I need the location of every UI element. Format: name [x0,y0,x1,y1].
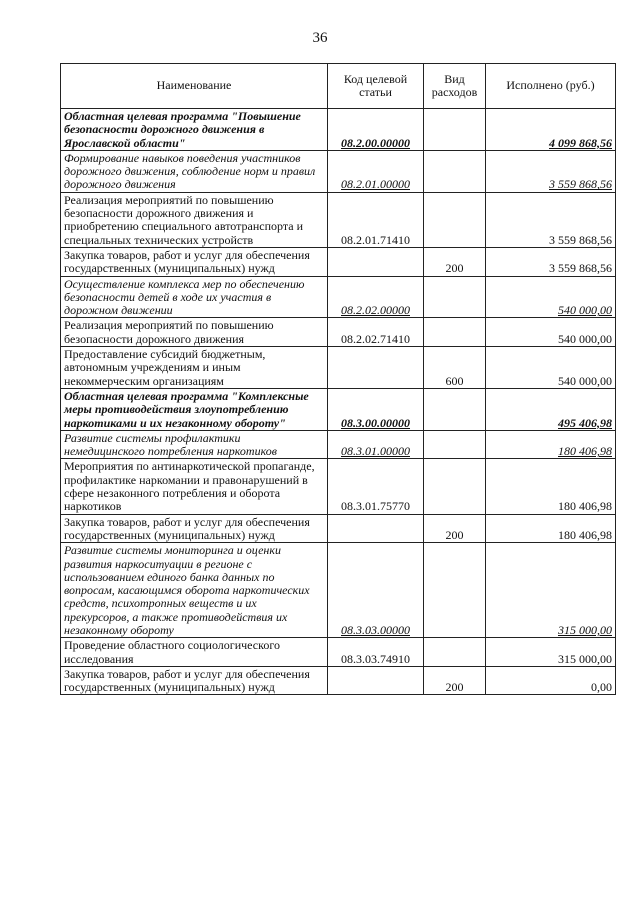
table-row [61,543,616,638]
row-name: Развитие системы мониторинга и оценки развития наркоситуации в регионе с использованием единого банка данных по вопросам, касающимся оборота наркотических средств, психотропных веществ и их прекурсоров, а также противодействия их незаконному обороту [61,543,328,638]
row-sum: 180 406,98 [486,430,616,459]
row-name: Реализация мероприятий по повышению безопасности дорожного движения и приобретению специального автотранспорта и специальных технических устройств [61,192,328,247]
row-code [328,514,424,543]
row-sum: 540 000,00 [486,276,616,318]
table-header-row [61,64,616,109]
row-code: 08.3.03.00000 [328,543,424,638]
header-sum: Исполнено (руб.) [486,64,616,109]
row-type [424,109,486,151]
row-name: Закупка товаров, работ и услуг для обеспечения государственных (муниципальных) нужд [61,247,328,276]
table-row [61,150,616,192]
table-row [61,247,616,276]
row-name: Осуществление комплекса мер по обеспечению безопасности детей в ходе их участия в дорожном движении [61,276,328,318]
table-row [61,276,616,318]
row-name: Областная целевая программа "Повышение безопасности дорожного движения в Ярославской области" [61,109,328,151]
table-row [61,318,616,347]
header-code: Код целевой статьи [328,64,424,109]
row-sum: 4 099 868,56 [486,109,616,151]
page-number: 36 [312,30,328,46]
row-sum: 540 000,00 [486,318,616,347]
row-name: Мероприятия по антинаркотической пропаганде, профилактике наркомании и правонарушений в сфере незаконного потребления и оборота наркотиков [61,459,328,514]
row-code: 08.2.00.00000 [328,109,424,151]
row-sum: 3 559 868,56 [486,192,616,247]
row-type [424,276,486,318]
row-type [424,543,486,638]
row-code: 08.2.02.71410 [328,318,424,347]
table-row [61,514,616,543]
row-sum: 3 559 868,56 [486,150,616,192]
row-name: Проведение областного социологического исследования [61,638,328,667]
row-type: 200 [424,247,486,276]
row-name: Развитие системы профилактики немедицинского потребления наркотиков [61,430,328,459]
row-sum: 315 000,00 [486,543,616,638]
row-code: 08.2.01.71410 [328,192,424,247]
row-code: 08.3.01.75770 [328,459,424,514]
table-row [61,666,616,695]
row-sum: 495 406,98 [486,388,616,430]
table-row [61,638,616,667]
row-type [424,318,486,347]
table-row [61,192,616,247]
row-name: Закупка товаров, работ и услуг для обеспечения государственных (муниципальных) нужд [61,514,328,543]
row-name: Областная целевая программа "Комплексные меры противодействия злоупотреблению наркотиками и их незаконному обороту" [61,388,328,430]
row-sum: 0,00 [486,666,616,695]
row-sum: 180 406,98 [486,459,616,514]
row-code: 08.3.03.74910 [328,638,424,667]
expenditure-table [60,63,616,695]
row-code: 08.2.02.00000 [328,276,424,318]
header-type: Вид расходов [424,64,486,109]
row-type [424,638,486,667]
row-code: 08.3.01.00000 [328,430,424,459]
row-type [424,430,486,459]
row-type: 200 [424,666,486,695]
table-row [61,388,616,430]
row-code [328,347,424,389]
table-row [61,347,616,389]
row-type [424,459,486,514]
row-code [328,666,424,695]
row-type [424,388,486,430]
row-sum: 3 559 868,56 [486,247,616,276]
row-name: Формирование навыков поведения участников дорожного движения, соблюдение норм и правил дорожного движения [61,150,328,192]
table-row [61,430,616,459]
row-sum: 540 000,00 [486,347,616,389]
table-row [61,109,616,151]
row-name: Реализация мероприятий по повышению безопасности дорожного движения [61,318,328,347]
row-code: 08.3.00.00000 [328,388,424,430]
row-type: 200 [424,514,486,543]
row-sum: 315 000,00 [486,638,616,667]
header-name: Наименование [61,64,328,109]
table-row [61,459,616,514]
row-name: Закупка товаров, работ и услуг для обеспечения государственных (муниципальных) нужд [61,666,328,695]
row-type: 600 [424,347,486,389]
row-type [424,150,486,192]
row-name: Предоставление субсидий бюджетным, автономным учреждениям и иным некоммерческим организациям [61,347,328,389]
row-code [328,247,424,276]
row-sum: 180 406,98 [486,514,616,543]
row-code: 08.2.01.00000 [328,150,424,192]
table-body [61,109,616,695]
row-type [424,192,486,247]
